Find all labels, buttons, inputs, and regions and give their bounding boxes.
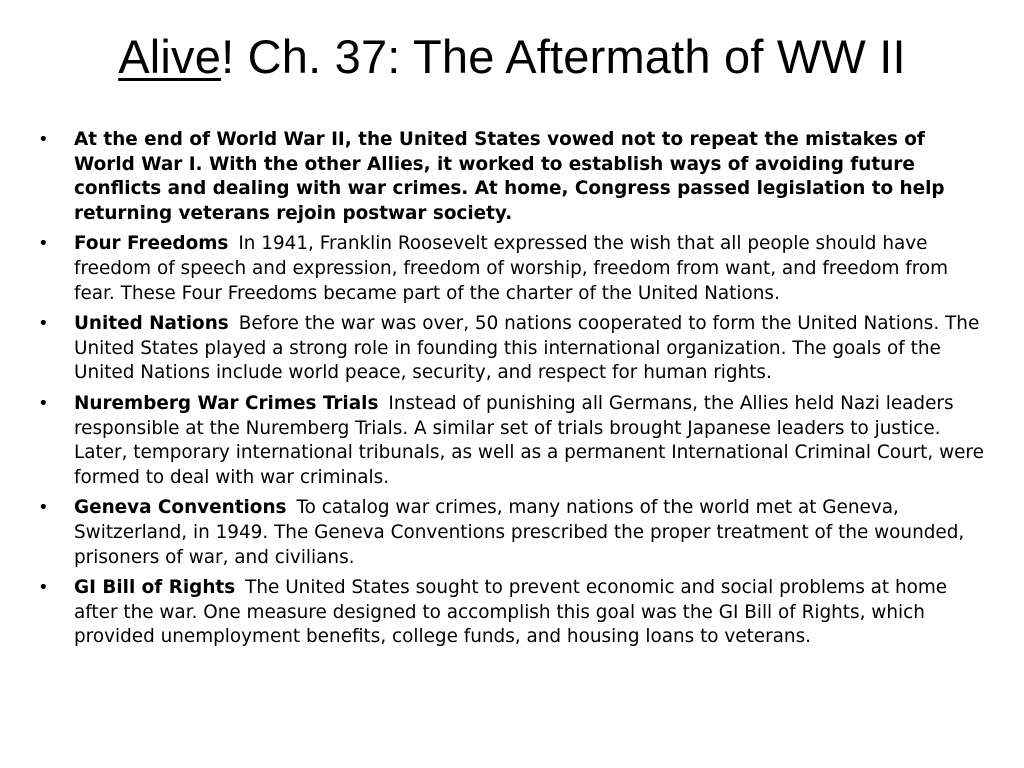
bullet-text: In 1941, Franklin Roosevelt expressed the wish that all people should have freedom of speech and expression, freedom of worship, freedom from want, and freedom from fear. These Four Freedoms became part of the charter of the United Nations.	[74, 233, 949, 304]
bullet-item-geneva	[30, 496, 992, 570]
bullet-dot-icon: •	[38, 129, 49, 150]
title-underlined-word: Alive	[118, 30, 222, 83]
bullet-term: Geneva Conventions	[74, 497, 287, 519]
bullet-item-four-freedoms	[30, 232, 992, 306]
bullet-text: The United States sought to prevent economic and social problems at home after the war. One measure designed to accomplish this goal was the GI Bill of Rights, which provided unemployment benefits, college funds, and housing loans to veterans.	[74, 577, 948, 648]
bullet-dot-icon: •	[38, 233, 49, 255]
bullet-term: GI Bill of Rights	[74, 577, 236, 599]
bullet-item-intro	[30, 128, 992, 226]
bullet-text: Before the war was over, 50 nations cooperated to form the United Nations. The United States played a strong role in founding this international organization. The goals of the United Nations include world peace, security, and respect for human rights.	[74, 313, 980, 384]
bullet-text: To catalog war crimes, many nations of the world met at Geneva, Switzerland, in 1949. The Geneva Conventions prescribed the proper treatment of the wounded, prisoners of war, and civilians.	[74, 497, 965, 568]
bullet-term: United Nations	[74, 313, 229, 335]
bullet-text: Instead of punishing all Germans, the Allies held Nazi leaders responsible at the Nuremberg Trials. A similar set of trials brought Japanese leaders to justice. Later, temporary international tribunals, as well as a permanent International Criminal Court, were formed to deal with war criminals.	[74, 392, 984, 488]
bullet-item-united-nations	[30, 312, 992, 386]
slide-title	[0, 30, 1024, 84]
bullet-dot-icon: •	[38, 497, 49, 519]
bullet-dot-icon: •	[38, 392, 49, 414]
bullet-dot-icon: •	[38, 577, 49, 599]
bullet-term: Four Freedoms	[74, 233, 229, 255]
bullet-list	[30, 128, 992, 656]
bullet-item-nuremberg	[30, 392, 992, 490]
bullet-term: Nuremberg War Crimes Trials	[74, 392, 379, 414]
bullet-dot-icon: •	[38, 313, 49, 335]
title-rest: ! Ch. 37: The Aftermath of WW II	[221, 30, 906, 83]
bullet-text: At the end of World War II, the United States vowed not to repeat the mistakes of World War I. With the other Allies, it worked to establish ways of avoiding future conflicts and dealing with war crimes. At home, Congress passed legislation to help returning veterans rejoin postwar society.	[74, 129, 945, 224]
bullet-item-gi-bill	[30, 576, 992, 650]
